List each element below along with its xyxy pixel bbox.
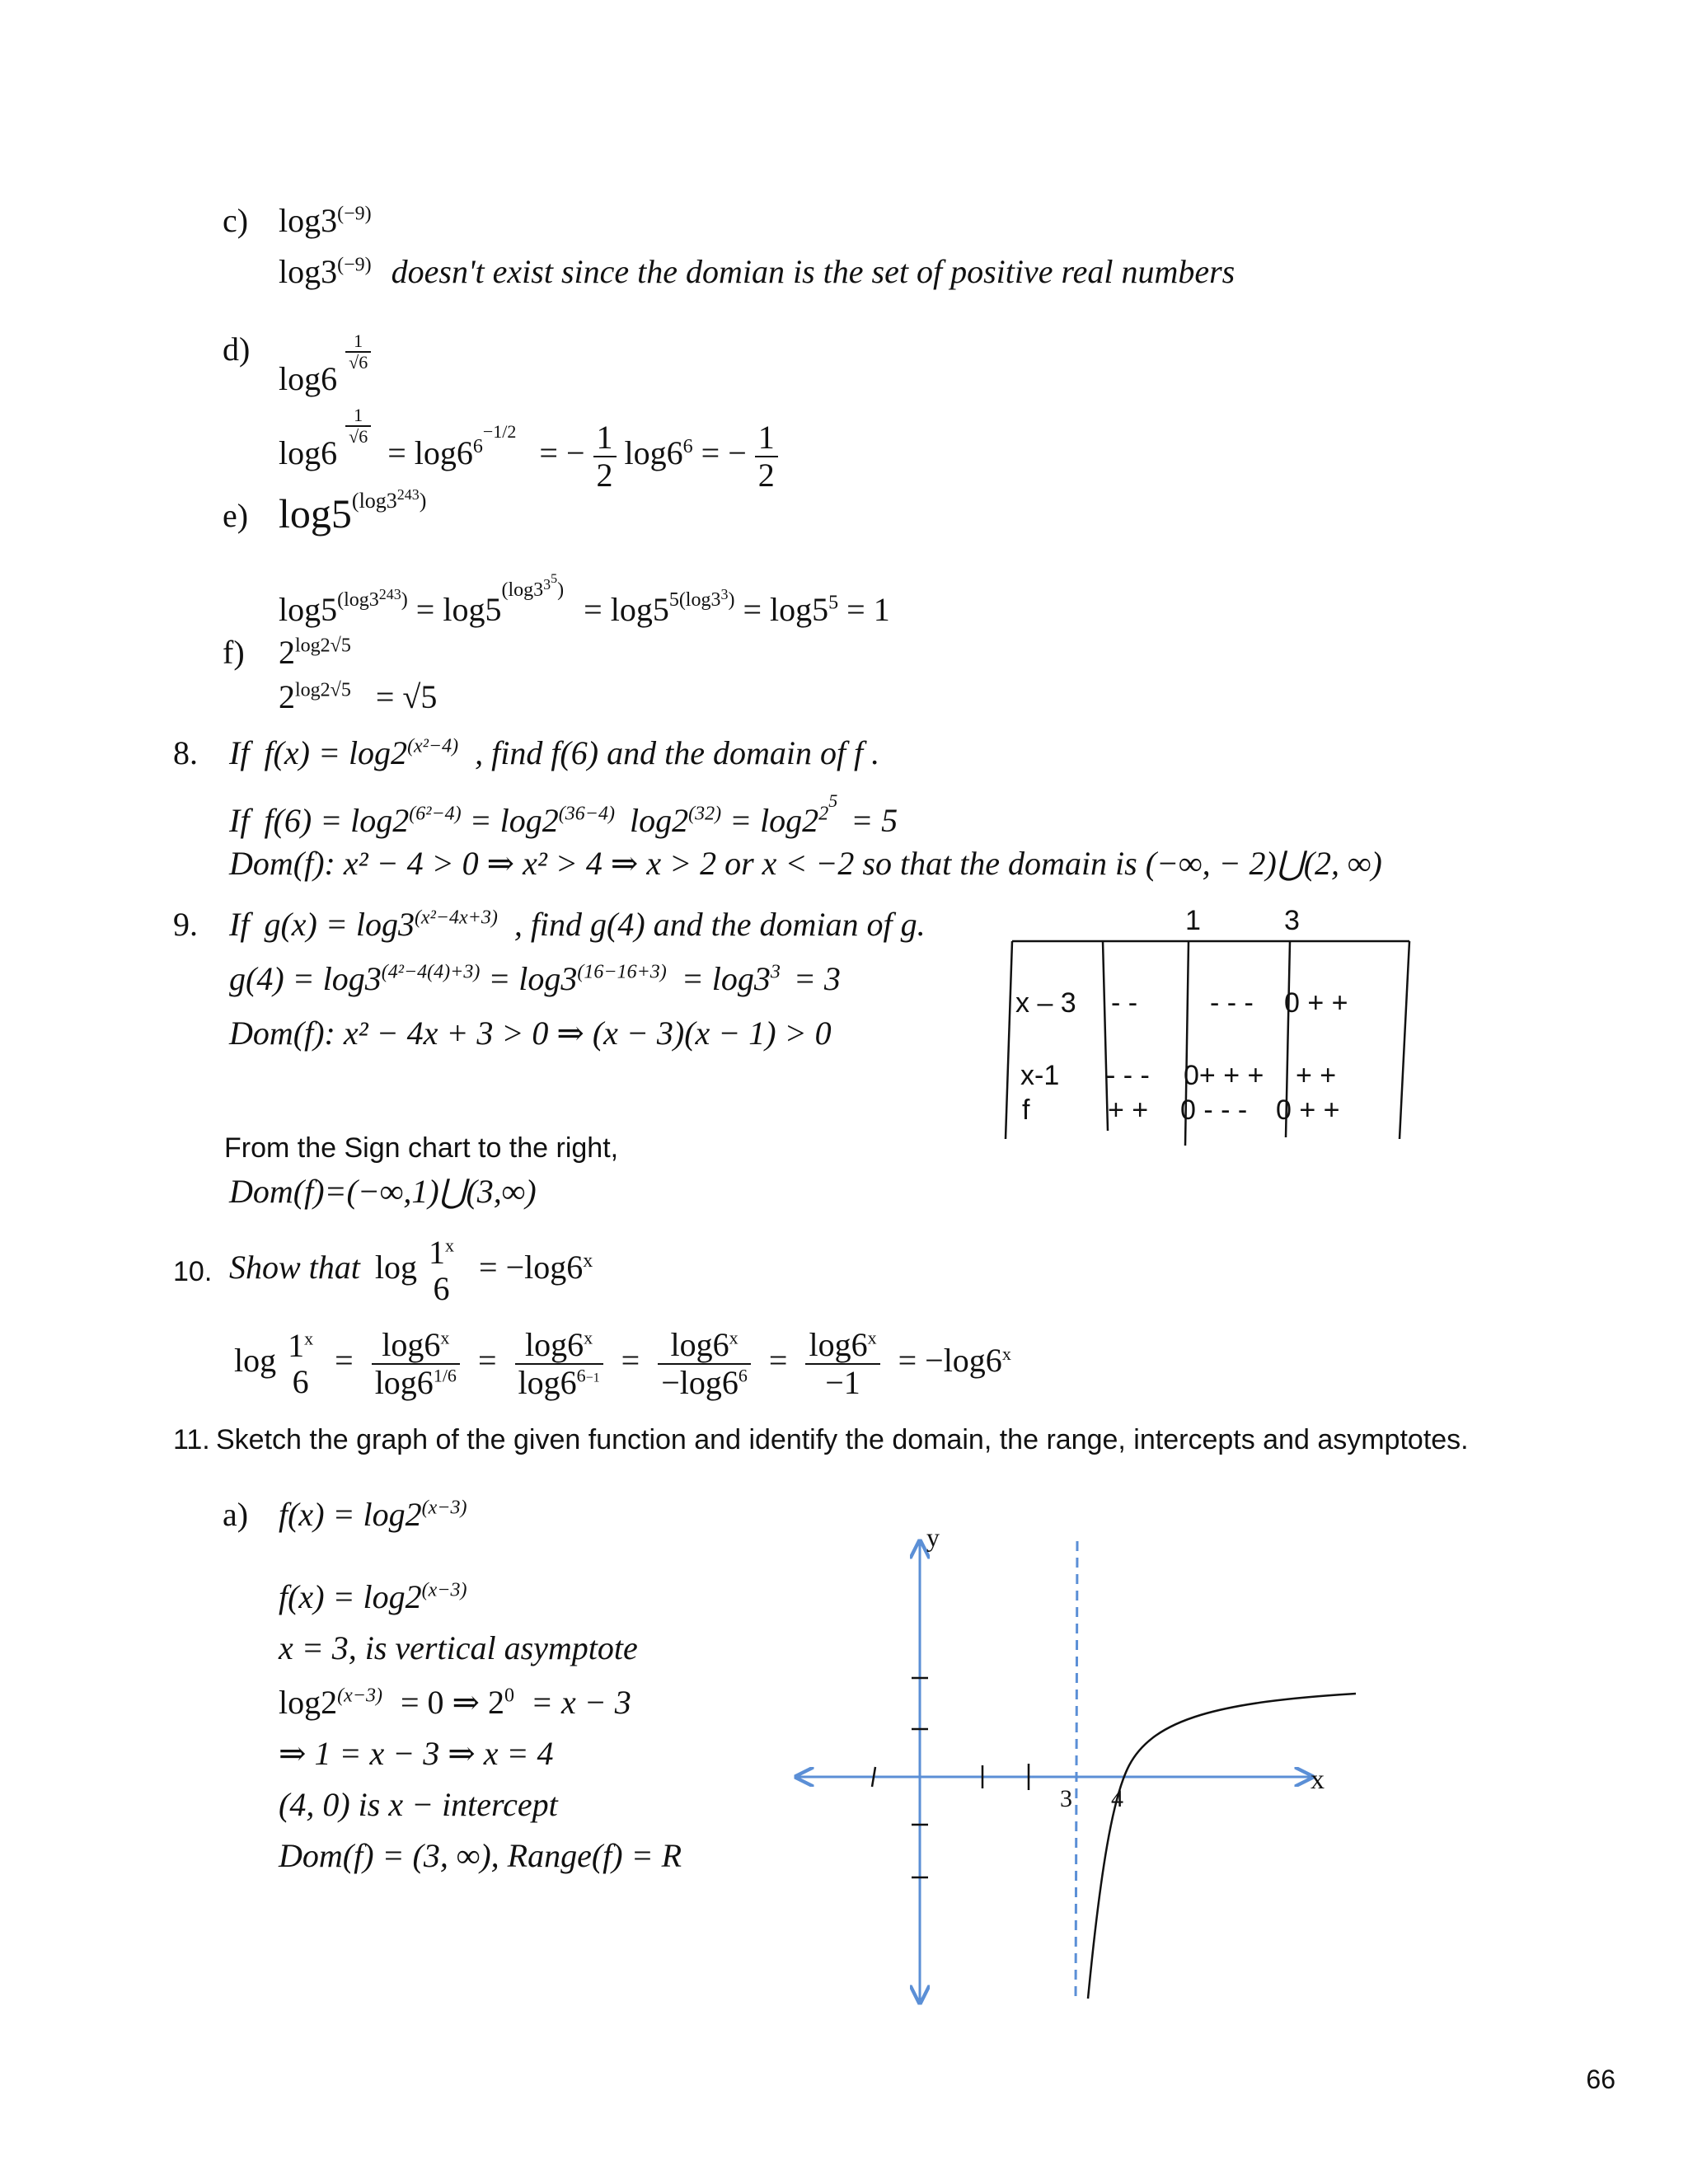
q10-number: 10. xyxy=(173,1256,213,1287)
sign-chart-row1-c: 0 + + xyxy=(1284,987,1348,1019)
q11a-intercept-equation: $\log 2^{(x-3)} = 0$ ⇒ $2^0 = x - 3$ xyxy=(279,1684,631,1721)
log-curve xyxy=(1088,1694,1356,1999)
q11a-function: $f(x) = \log 2^{(x-3)}$ xyxy=(279,1496,467,1533)
q11-instructions: Sketch the graph of the given function and identify the domain, the range, intercepts and asymptotes. xyxy=(216,1424,1469,1455)
q11a-domain-range: Dom(f) = (3, ∞), Range(f) = R xyxy=(279,1837,682,1874)
sign-chart-row3-c: 0 + + xyxy=(1276,1094,1340,1126)
q8-domain: Dom(f): x² − 4 > 0 ⇒ x² > 4 ⇒ x > 2 or x < −2 so that the domain is (−∞, − 2)⋃(2, ∞) xyxy=(229,845,1382,882)
log-graph xyxy=(783,1525,1360,2011)
sign-chart-row2-c: + + xyxy=(1296,1060,1337,1091)
q8-solution-f6: If $f(6) = \log 2^{(6^2-4)} = \log 2^{(36-4)}$ $\log 2^{(32)} = \log 2^{25} = 5$ xyxy=(229,790,898,839)
q10-statement: Show that log 1$^x$ 6 = $-\log 6^x$ xyxy=(229,1234,593,1307)
sign-chart-row3-label: f xyxy=(1022,1094,1030,1126)
tick-label-4: 4 xyxy=(1111,1785,1123,1812)
q11a-solve: ⇒ 1 = x − 3 ⇒ x = 4 xyxy=(279,1735,554,1772)
sign-chart-row1-a: - - xyxy=(1111,987,1138,1019)
q8-number: 8. xyxy=(173,734,198,771)
item-e-label: e) xyxy=(223,497,249,534)
log-graph-svg xyxy=(783,1525,1360,2011)
item-f-expression: $2^{log2√5}$ xyxy=(279,634,351,671)
item-e-solution: $\log 5^{(log3^{243})} = \log 5^{(log3^{35})} = \log 5^{5(log3^3)} = \log 5^5 = 1$ xyxy=(279,572,890,628)
vertical-asymptote xyxy=(1076,1541,1077,2003)
q11-number: 11. xyxy=(173,1424,210,1455)
q9-number: 9. xyxy=(173,906,198,943)
q11a-asymptote: x = 3, is vertical asymptote xyxy=(279,1629,638,1666)
q11a-x-intercept: (4, 0) is x − intercept xyxy=(279,1786,558,1823)
sign-chart xyxy=(997,905,1426,1146)
item-c-expression: $\log 3^{(-9)}$ xyxy=(279,202,372,239)
sign-chart-row2-b: 0+ + + xyxy=(1184,1060,1264,1091)
sign-chart-row1-b: - - - xyxy=(1210,987,1254,1019)
item-c-explanation: $\log 3^{(-9)}$ doesn't exist since the domian is the set of positive real numbers xyxy=(279,253,1236,290)
sign-chart-root-1: 1 xyxy=(1185,905,1201,936)
sign-chart-row2-label: x-1 xyxy=(1020,1060,1060,1091)
q11a-label: a) xyxy=(223,1496,249,1533)
page-number: 66 xyxy=(1586,2064,1615,2094)
sign-chart-row1-label: x – 3 xyxy=(1015,987,1076,1019)
item-d-solution: log6 $\frac{1}{√6}$ = $\log 6^{6-1/2}$ = − $\frac{1}{2}$ $\log 6^6$ = − $\frac{1}{2}$ xyxy=(279,405,778,494)
tick-label-3: 3 xyxy=(1060,1785,1072,1812)
item-f-solution: $2^{log2√5} = √5$ xyxy=(279,678,438,715)
sign-chart-row3-b: 0 - - - xyxy=(1180,1094,1248,1126)
sign-chart-root-3: 3 xyxy=(1284,905,1300,936)
q9-question: If $g(x) = \log 3^{(x^2-4x+3)}$ , find g(4) and the domian of g. xyxy=(229,906,926,943)
y-axis-label: y xyxy=(926,1525,940,1552)
q9-domain-result: Dom(f)=(−∞,1)⋃(3,∞) xyxy=(229,1173,537,1210)
item-c-label: c) xyxy=(223,202,249,239)
item-f-label: f) xyxy=(223,634,245,671)
q10-proof: log 1$^x$ 6 = $\frac{\log 6^x}{\log 6^{1/6}}$ = $\frac{\log 6^x}{\log 6^{6-1}}$ = $\frac{\log 6^x}{-\log 6^6}$ = $\frac{\log 6^x}{-1}$ = $-\log 6^x$ xyxy=(234,1326,1011,1401)
sign-chart-row3-a: + + xyxy=(1108,1094,1149,1126)
q9-domain-inequality: Dom(f): x² − 4x + 3 > 0 ⇒ (x − 3)(x − 1) > 0 xyxy=(229,1015,832,1052)
q9-solution-g4: $g(4) = \log 3^{(4^2-4(4)+3)} = \log 3^{(16-16+3)} = \log 3^3 = 3$ xyxy=(229,960,841,997)
item-d-label: d) xyxy=(223,330,251,368)
q8-question: If $f(x) = \log 2^{(x^2-4)}$ , find f(6) and the domain of f . xyxy=(229,734,880,771)
q9-sign-chart-note: From the Sign chart to the right, xyxy=(224,1132,619,1164)
item-d-expression: log6 $\frac{1}{√6}$ xyxy=(279,331,371,397)
item-e-expression: $\log 5^{(log3^{243})}$ xyxy=(279,486,427,537)
sign-chart-row2-a: - - - xyxy=(1106,1060,1150,1091)
x-axis-label: x xyxy=(1311,1765,1325,1795)
q11a-line1: $f(x) = \log 2^{(x-3)}$ xyxy=(279,1578,467,1615)
